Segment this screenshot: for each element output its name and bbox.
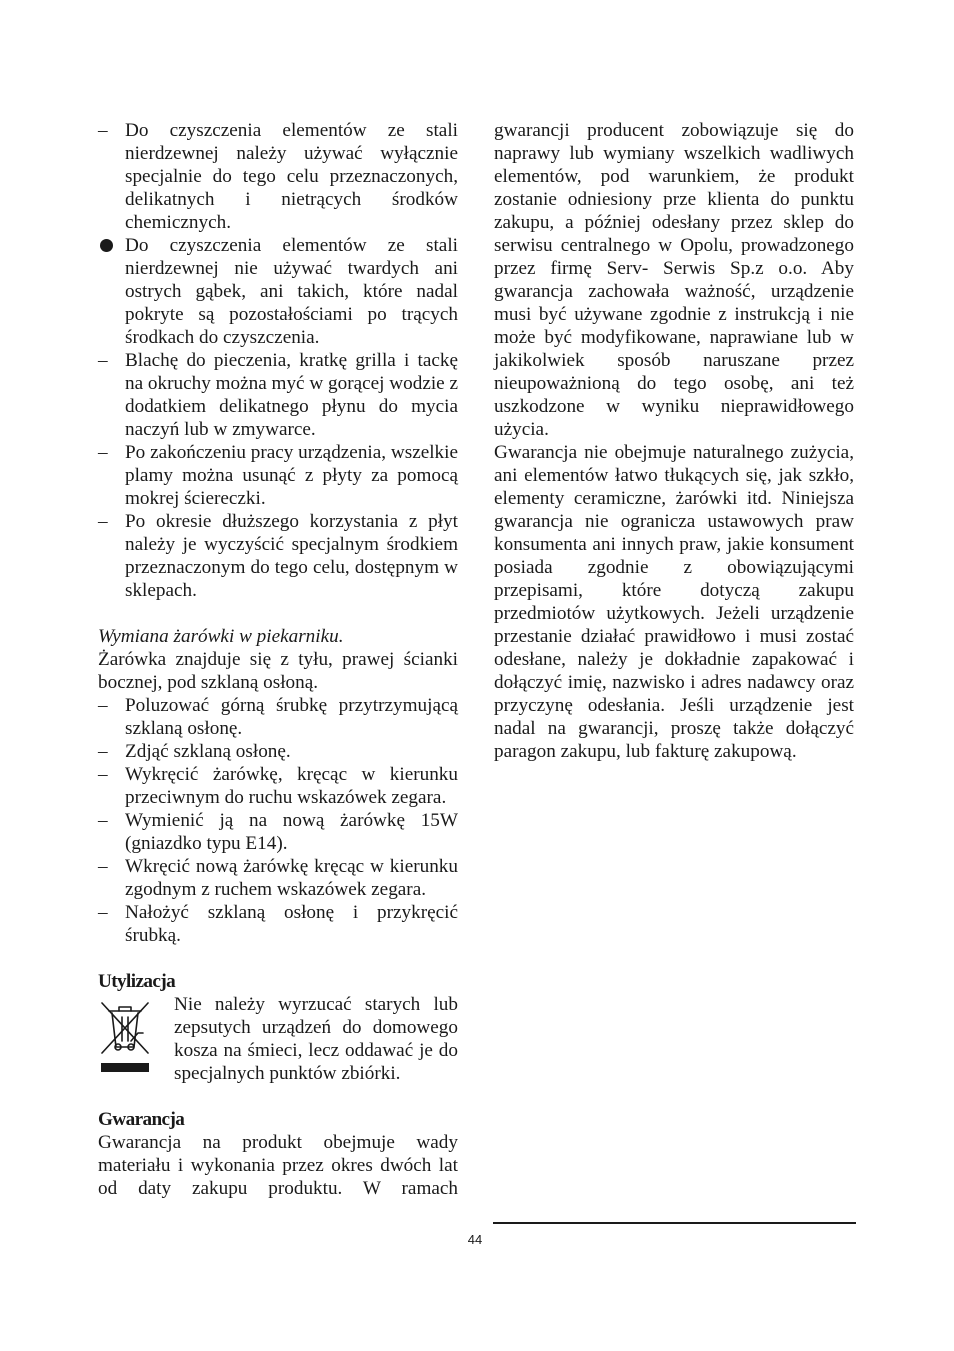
list-item-text: Poluzować górną śrubkę przytrzymującą szklaną osłonę. xyxy=(125,695,458,739)
bullet-icon xyxy=(100,239,113,252)
spacer xyxy=(98,947,458,970)
list-marker: – xyxy=(98,120,108,141)
spacer xyxy=(98,1085,458,1108)
warranty-exclusions-paragraph: Gwarancja nie obejmuje naturalnego zużycia, ani elementów łatwo tłukących się, jak szkło, elementy ceramiczne, żarówki itd. Niniejsza gwarancja nie ogranicza ustawowych praw konsumenta ani innych praw, jakie konsument posiada zgodnie z obowiązującymi przepisami, które dotyczą zakupu przedmiotów użytkowych. Jeżeli urządzenie przestanie działać prawidłowo i musi zostać odesłane, należy je dokładnie zapakować i dołączyć imię, nazwisko i adres nadawcy oraz przyczynę odesłania. Jeśli urządzenie jest nadal na gwarancji, proszę także dołączyć paragon zakupu, lub fakturę zakupową. xyxy=(494,442,854,762)
list-item xyxy=(98,855,458,901)
bulb-intro-paragraph: Żarówka znajduje się z tyłu, prawej ścianki bocznej, pod szklaną osłoną. xyxy=(98,649,458,693)
warranty-paragraph-start: Gwarancja na produkt obejmuje wady materiału i wykonania przez okres dwóch lat od daty zakupu produktu. W ramach xyxy=(98,1132,458,1199)
list-item-text: Blachę do pieczenia, kratkę grilla i tackę na okruchy można myć w gorącej wodzie z dodatkiem delikatnego płynu do mycia naczyń lub w zmywarce. xyxy=(125,350,458,440)
list-item xyxy=(98,349,458,441)
left-column xyxy=(98,119,458,1200)
bulb-section-title: Wymiana żarówki w piekarniku. xyxy=(98,626,344,647)
list-item xyxy=(98,510,458,602)
list-item xyxy=(98,901,458,947)
spacer xyxy=(98,602,458,625)
cleaning-list xyxy=(98,119,458,602)
list-marker: – xyxy=(98,902,108,923)
disposal-block xyxy=(98,993,458,1085)
right-column xyxy=(494,119,854,763)
list-marker: – xyxy=(98,511,108,532)
disposal-text: Nie należy wyrzucać starych lub zepsutych urządzeń do domowego kosza na śmieci, lecz oddawać je do specjalnych punktów zbiórki. xyxy=(174,994,458,1084)
crossed-out-bin-icon xyxy=(98,997,152,1075)
list-item-text: Do czyszczenia elementów ze stali nierdzewnej należy używać wyłącznie specjalnie do tego celu przeznaczonych, delikatnych i nietrących środków chemicznych. xyxy=(125,120,458,233)
list-item xyxy=(98,234,458,349)
list-item-text: Wykręcić żarówkę, kręcąc w kierunku przeciwnym do ruchu wskazówek zegara. xyxy=(125,764,458,808)
footer-rule xyxy=(493,1222,856,1224)
page-number: 44 xyxy=(467,1232,483,1247)
list-item-text: Po zakończeniu pracy urządzenia, wszelkie plamy można usunąć z płyty za pomocą mokrej ściereczki. xyxy=(125,442,458,509)
list-marker: – xyxy=(98,350,108,371)
disposal-heading: Utylizacja xyxy=(98,971,176,992)
list-item-text: Do czyszczenia elementów ze stali nierdzewnej nie używać twardych ani ostrych gąbek, ani takich, które nadal pokryte są pozostałościami po trących środkach do czyszczenia. xyxy=(125,235,458,348)
list-item-text: Zdjąć szklaną osłonę. xyxy=(125,741,291,762)
list-item xyxy=(98,740,458,763)
warranty-paragraph-continued: gwarancji producent zobowiązuje się do naprawy lub wymiany wszelkich wadliwych elementów, pod warunkiem, że produkt zostanie odniesiony prze klienta do punktu zakupu, a później odesłany przez sklep do serwisu centralnego w Opolu, prowadzonego przez firmę Serv- Serwis Sp.z o.o. Aby gwarancja zachowała ważność, urządzenie musi być używane zgodnie z instrukcją i nie może być modyfikowane, naprawiane lub w jakikolwiek sposób naruszane przez nieupoważnioną do tego osobę, ani też uszkodzone w wyniku nieprawidłowego użycia. xyxy=(494,120,854,440)
list-item xyxy=(98,441,458,510)
list-item xyxy=(98,694,458,740)
list-item-text: Wkręcić nową żarówkę kręcąc w kierunku zgodnym z ruchem wskazówek zegara. xyxy=(125,856,458,900)
list-marker: – xyxy=(98,810,108,831)
list-marker: – xyxy=(98,856,108,877)
list-marker: – xyxy=(98,764,108,785)
list-item-text: Nałożyć szklaną osłonę i przykręcić śrubką. xyxy=(125,902,458,946)
list-item xyxy=(98,763,458,809)
bulb-steps-list xyxy=(98,694,458,947)
list-marker: – xyxy=(98,741,108,762)
list-item xyxy=(98,119,458,234)
list-marker: – xyxy=(98,442,108,463)
list-item-text: Wymienić ją na nową żarówkę 15W (gniazdko typu E14). xyxy=(125,810,458,854)
list-marker: – xyxy=(98,695,108,716)
warranty-heading: Gwarancja xyxy=(98,1109,185,1130)
list-item xyxy=(98,809,458,855)
list-item-text: Po okresie dłuższego korzystania z płyt należy je wyczyścić specjalnym środkiem przeznaczonym do tego celu, dostępnym w sklepach. xyxy=(125,511,458,601)
